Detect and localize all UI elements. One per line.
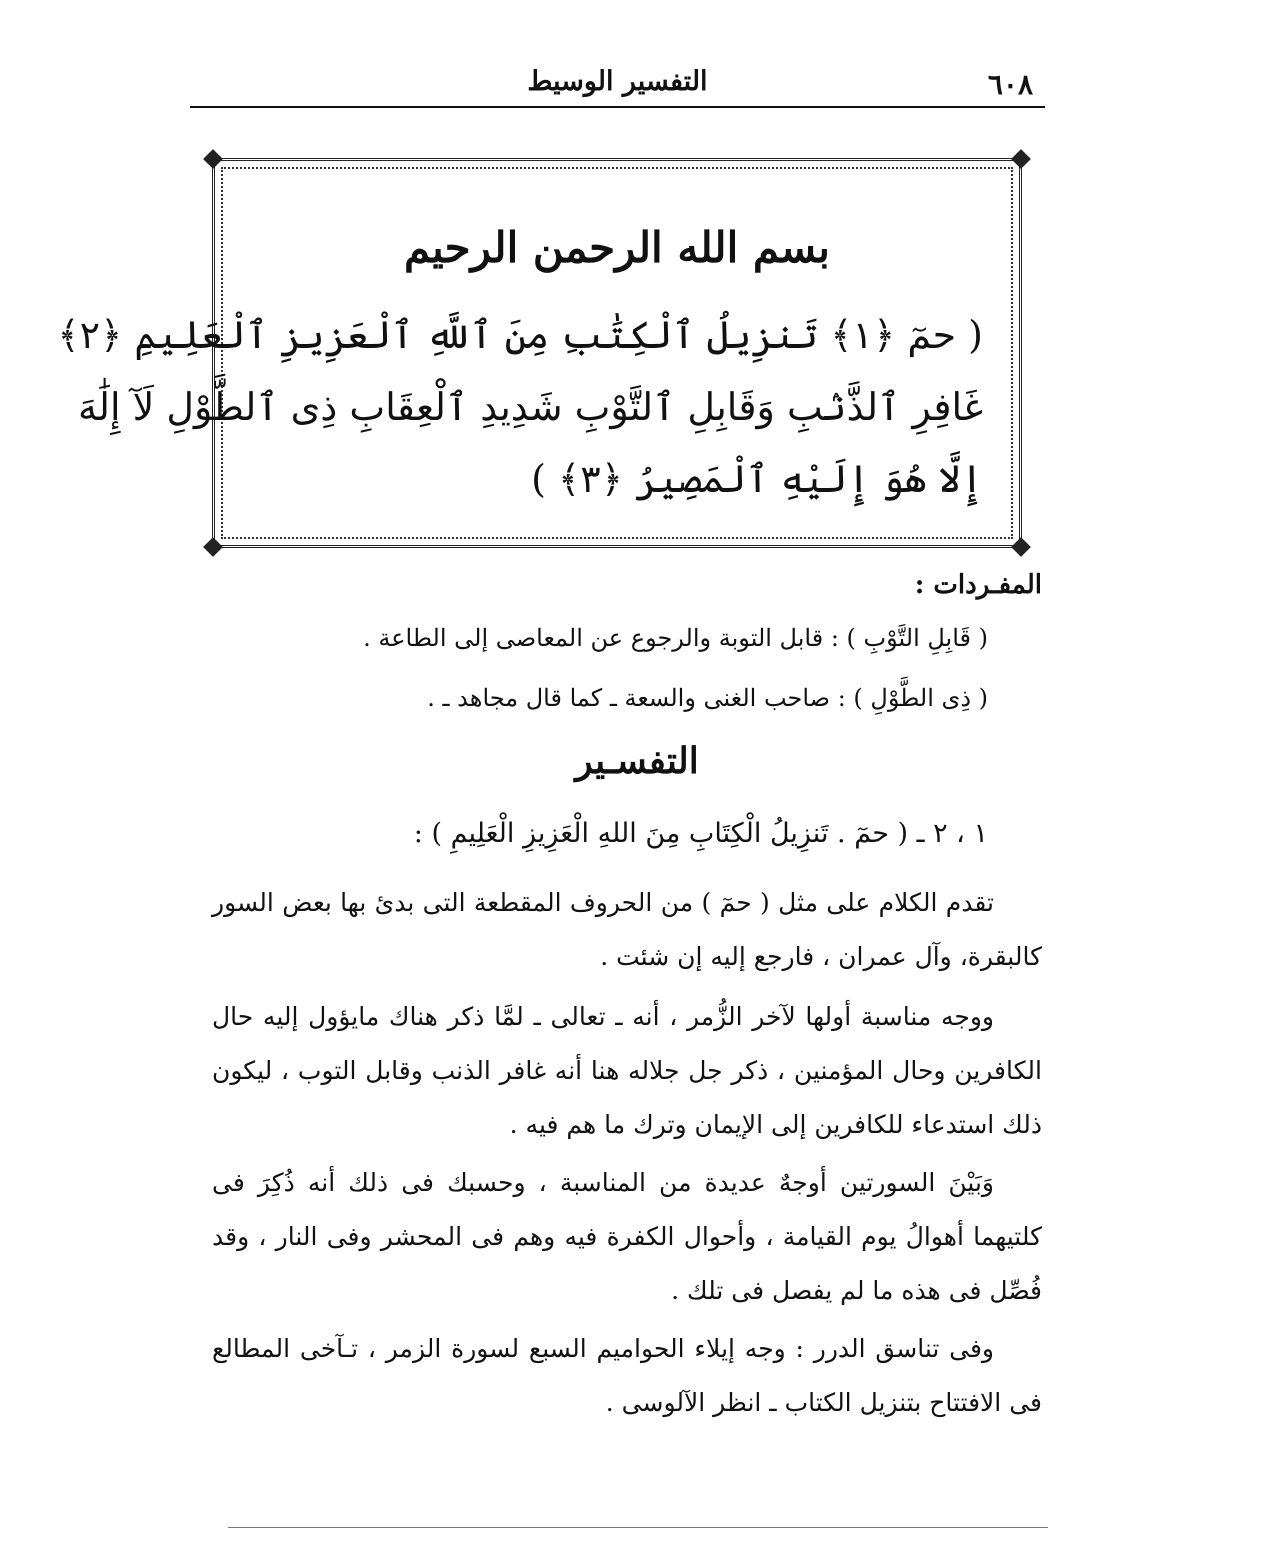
frame-corner-ornament [1011,149,1031,169]
frame-corner-ornament [203,537,223,557]
paragraph: وفى تناسق الدرر : وجه إيلاء الحواميم السبع لسورة الزمر ، تـآخى المطالع فى الافتتاح بتنزيل الكتاب ـ انظر الآلوسى . [212,1334,1042,1417]
basmala: بسم الله الرحمن الرحيم [404,223,830,272]
page-number: ٦٠٨ [987,68,1033,101]
paragraph: ووجه مناسبة أولها لآخر الزُّمر ، أنه ـ تعالى ـ لمَّا ذكر هناك مايؤول إليه حال الكافرين وحال المؤمنين ، ذكر جل جلاله هنا أنه غافر الذنب وقابل التوب ، ليكون ذلك استدعاء للكافرين إلى الإيمان وترك ما هم فيه . [212,1002,1042,1139]
paragraph: تقدم الكلام على مثل ( حمٓ ) من الحروف المقطعة التى بدئ بها بعض السور كالبقرة، وآل عمران ، فارجع إليه إن شئت . [212,888,1042,971]
verse-reference: ١ ، ٢ ـ ( حمٓ . تَنزِيلُ الْكِتَابِ مِنَ اللهِ الْعَزِيزِ الْعَلِيمِ ) : [413,818,988,849]
frame-corner-ornament [203,149,223,169]
frame-corner-ornament [1011,537,1031,557]
footer-rule [228,1527,1048,1528]
verse-frame [57,158,1022,548]
running-header [190,62,1045,108]
verse-line: غَافِرِ ٱلذَّنۢبِ وَقَابِلِ ٱلتَّوْبِ شَدِيدِ ٱلْعِقَابِ ذِى ٱلطَّوْلِ لَآ إِلَٰهَ [78,385,983,429]
vocabulary-item: ( ذِى الطَّوْلِ ) : صاحب الغنى والسعة ـ كما قال مجاهد ـ . [427,684,988,712]
vocabulary-item: ( قَابِلِ التَّوْبِ ) : قابل التوبة والرجوع عن المعاصى إلى الطاعة . [363,624,988,652]
book-title: التفسير الوسيط [527,66,708,97]
verse-line: إِلَّا هُوَ إِلَيْهِ ٱلْمَصِيرُ ﴿٣﴾ ) [531,457,983,501]
vocabulary-label: المفـردات : [914,570,1042,600]
paragraph: وَبَيْنَ السورتين أوجهٌ عديدة من المناسبة ، وحسبك فى ذلك أنه ذُكِرَ فى كلتيهما أهوالُ يوم القيامة ، وأحوال الكفرة فيه وهم فى المحشر وفى النار ، وقد فُصِّل فى هذه ما لم يفصل فى تلك . [212,1168,1042,1305]
verse-line: ( حمٓ ﴿١﴾ تَنزِيلُ ٱلْكِتَٰبِ مِنَ ٱللَّهِ ٱلْعَزِيزِ ٱلْعَلِيمِ ﴿٢﴾ [57,313,983,357]
tafsir-heading: التفسـير [575,740,699,782]
